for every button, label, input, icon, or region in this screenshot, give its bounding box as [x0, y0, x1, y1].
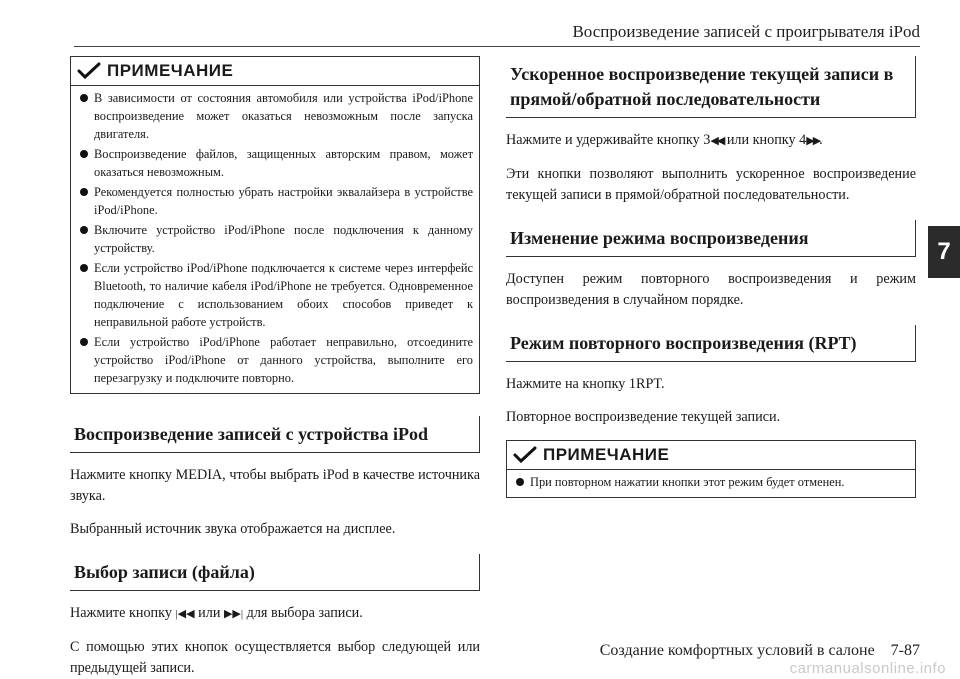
- text: Нажмите кнопку: [70, 605, 172, 621]
- note-box: [506, 440, 916, 498]
- note-item: Рекомендуется полностью убрать настройки эквалайзера в устройстве iPod/iPhone.: [77, 183, 473, 219]
- note-header: [507, 441, 915, 470]
- note-title: ПРИМЕЧАНИЕ: [543, 445, 670, 464]
- skip-forward-icon: ▶▶|: [223, 608, 244, 620]
- section-heading-fast-play: Ускоренное воспроизведение текущей записи в прямой/обратной последовательности: [506, 56, 916, 118]
- note-item: Включите устройство iPod/iPhone после подключения к данному устройству.: [77, 221, 473, 257]
- header-rule: [74, 46, 920, 47]
- note-item: Если устройство iPod/iPhone работает неправильно, отсоедините устройство iPod/iPhone от данного устройства, выполните его перезагрузку и подключите повторно.: [77, 333, 473, 387]
- paragraph: Эти кнопки позволяют выполнить ускоренное воспроизведение текущей записи в прямой/обратной последовательности.: [506, 166, 916, 203]
- section-heading-track-select: Выбор записи (файла): [70, 554, 480, 591]
- note-list: [507, 470, 915, 497]
- page-header-title: Воспроизведение записей с проигрывателя iPod: [572, 22, 920, 41]
- paragraph: Выбранный источник звука отображается на дисплее.: [70, 521, 396, 537]
- paragraph: Повторное воспроизведение текущей записи.: [506, 409, 781, 425]
- note-title: ПРИМЕЧАНИЕ: [107, 61, 234, 80]
- paragraph-track-select: [70, 603, 480, 625]
- paragraph-fast-play: [506, 130, 916, 152]
- note-header: [71, 57, 479, 86]
- text: .: [819, 132, 823, 148]
- chapter-tab: 7: [928, 226, 960, 278]
- paragraph: Доступен режим повторного воспроизведения и режим воспроизведения в случайном порядке.: [506, 271, 916, 308]
- left-column: [70, 56, 480, 679]
- fast-forward-icon: ▶▶: [806, 135, 820, 147]
- rewind-icon: ◀◀: [710, 135, 724, 147]
- note-box: [70, 56, 480, 394]
- note-item: Воспроизведение файлов, защищенных авторским правом, может оказаться невозможным.: [77, 145, 473, 181]
- pencil-check-icon: [77, 62, 101, 80]
- text: для выбора записи.: [246, 605, 363, 621]
- section-heading-ipod-playback: Воспроизведение записей с устройства iPod: [70, 416, 480, 453]
- paragraph: С помощью этих кнопок осуществляется выбор следующей или предыдущей записи.: [70, 639, 480, 676]
- paragraph: Нажмите кнопку MEDIA, чтобы выбрать iPod в качестве источника звука.: [70, 467, 480, 504]
- right-column: [506, 56, 916, 512]
- pencil-check-icon: [513, 446, 537, 464]
- note-item: Если устройство iPod/iPhone подключается к системе через интерфейс Bluetooth, то наличие кабеля iPod/iPhone не требуется. Одновременное подключение с использованием обоих способов приведет к неправильной работе устройств.: [77, 259, 473, 331]
- section-heading-rpt: Режим повторного воспроизведения (RPT): [506, 325, 916, 362]
- text: или: [198, 605, 221, 621]
- skip-back-icon: |◀◀: [175, 608, 195, 620]
- note-item: В зависимости от состояния автомобиля или устройства iPod/iPhone воспроизведение может оказаться невозможным после запуска двигателя.: [77, 89, 473, 143]
- text: или кнопку 4: [726, 132, 807, 148]
- watermark: carmanualsonline.info: [789, 660, 946, 677]
- text: Нажмите и удерживайте кнопку 3: [506, 132, 711, 148]
- note-list: [71, 86, 479, 393]
- section-heading-play-mode: Изменение режима воспроизведения: [506, 220, 916, 257]
- note-item: При повторном нажатии кнопки этот режим будет отменен.: [513, 473, 909, 491]
- page-footer: Создание комфортных условий в салоне 7-87: [599, 642, 920, 659]
- paragraph: Нажмите на кнопку 1RPT.: [506, 376, 665, 392]
